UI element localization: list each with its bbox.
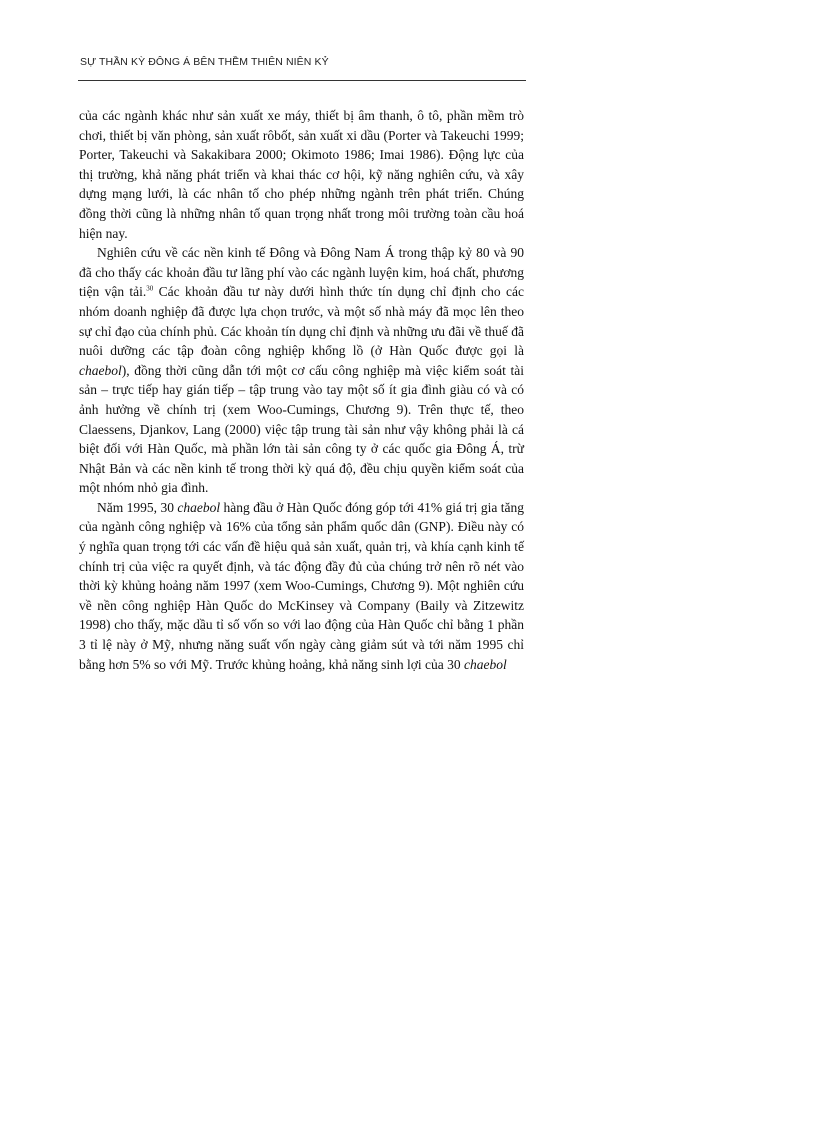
paragraph-2 xyxy=(79,243,524,498)
paragraph-3-part-b: hàng đầu ở Hàn Quốc đóng góp tới 41% giá trị gia tăng của ngành công nghiệp và 16% của tổng sản phẩm quốc dân (GNP). Điều này có ý nghĩa quan trọng tới các vấn đề hiệu quả sản xuất, quản trị, và khía cạnh kinh tế chính trị của việc ra quyết định, và tác động đầy đủ của chúng trở nên rõ nét vào thời kỳ khủng hoảng năm 1997 (xem Woo-Cumings, Chương 9). Một nghiên cứu về nền công nghiệp Hàn Quốc do McKinsey và Company (Baily và Zitzewitz 1998) cho thấy, mặc dầu tỉ số vốn so với lao động của Hàn Quốc chỉ bằng 1 phần 3 tỉ lệ này ở Mỹ, nhưng năng suất vốn ngày càng giảm sút và tới năm 1995 chỉ bằng hơn 5% so với Mỹ. Trước khủng hoảng, khả năng sinh lợi của 30 xyxy=(79,499,524,672)
paragraph-3-part-a: Năm 1995, 30 xyxy=(97,499,178,515)
paragraph-3 xyxy=(79,498,524,674)
paragraph-2-part-b: Các khoản đầu tư này dưới hình thức tín dụng chỉ định cho các nhóm doanh nghiệp đã được lựa chọn trước, và một số nhà máy đã mọc lên theo sự chỉ đạo của chính phủ. Các khoản tín dụng chỉ định và những ưu đãi về thuế đã nuôi dưỡng các tập đoàn công nghiệp khổng lồ (ở Hàn Quốc được gọi là xyxy=(79,284,524,359)
paragraph-1: của các ngành khác như sản xuất xe máy, thiết bị âm thanh, ô tô, phần mềm trò chơi, thiết bị văn phòng, sản xuất rôbốt, sản xuất xi dầu (Porter và Takeuchi 1999; Porter, Takeuchi và Sakakibara 2000; Okimoto 1986; Imai 1986). Động lực của thị trường, khả năng phát triển và khai thác cơ hội, kỹ năng nghiên cứu, và xây dựng mạng lưới, là các nhân tố cho phép những ngành trên phát triển. Chúng đồng thời cũng là những nhân tố quan trọng nhất trong môi trường toàn cầu hoá hiện nay. xyxy=(79,108,524,241)
term-chaebol: chaebol xyxy=(79,362,122,378)
header-rule xyxy=(78,80,526,81)
running-header: SỰ THẦN KỲ ĐÔNG Á BÊN THỀM THIÊN NIÊN KỶ xyxy=(80,56,329,68)
paragraph-2-part-c: ), đồng thời cũng dẫn tới một cơ cấu công nghiệp mà việc kiểm soát tài sản – trực tiếp hay gián tiếp – tập trung vào tay một số ít gia đình giàu có và có ảnh hưởng về chính trị (xem Woo-Cumings, Chương 9). Trên thực tế, theo Claessens, Djankov, Lang (2000) việc tập trung tài sản như vậy không phải là cá biệt đối với Hàn Quốc, mà phần lớn tài sản công ty ở các quốc gia Đông Á, trừ Nhật Bản và các nền kinh tế trong thời kỳ quá độ, đều chịu quyền kiểm soát của một nhóm nhỏ gia đình. xyxy=(79,362,524,496)
body-text xyxy=(79,106,524,674)
footnote-ref-30[interactable]: 30 xyxy=(146,284,154,293)
term-chaebol-end: chaebol xyxy=(463,656,507,672)
term-chaebol: chaebol xyxy=(177,499,221,515)
paragraph-2-part-a: Nghiên cứu về các nền kinh tế Đông và Đông Nam Á trong thập kỷ 80 và 90 đã cho thấy các khoản đầu tư lãng phí vào các ngành luyện kim, hoá chất, phương tiện vận tải. xyxy=(79,245,524,300)
